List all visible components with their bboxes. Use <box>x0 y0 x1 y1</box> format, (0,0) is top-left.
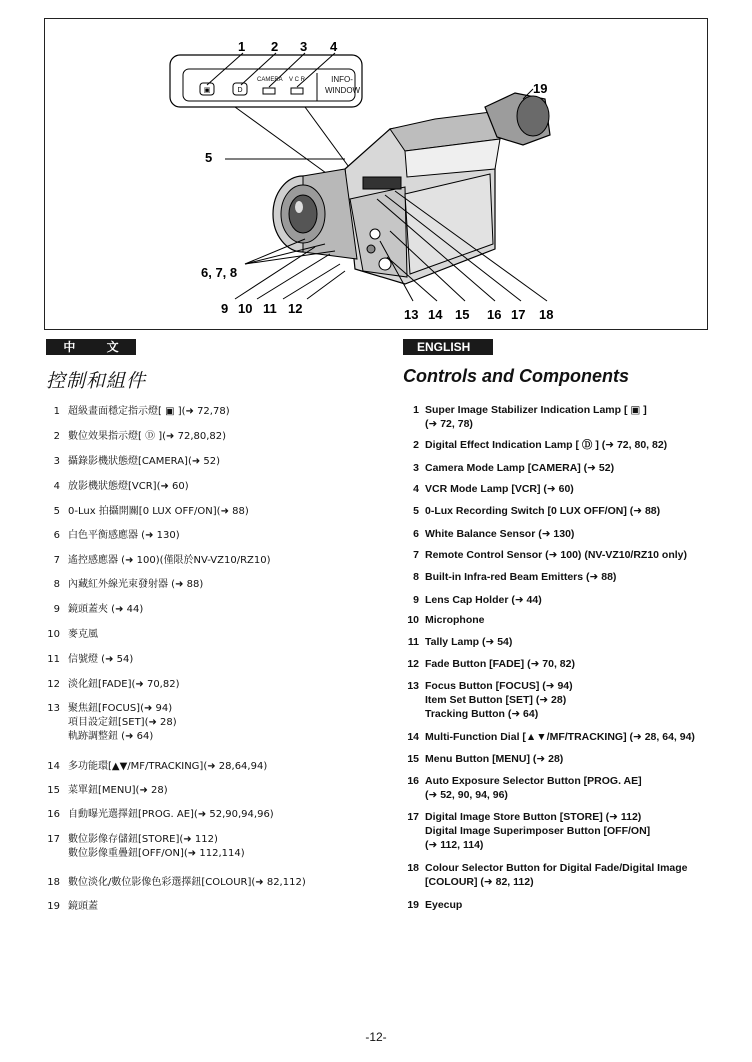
item-text <box>425 548 687 562</box>
list-item <box>403 810 733 852</box>
item-number: 18 <box>407 862 419 874</box>
item-line: 軌跡調整鈕 (➜ 64) <box>68 731 154 742</box>
item-text <box>68 554 271 568</box>
item-number: 13 <box>407 680 419 692</box>
chinese-language-label: 中 文 <box>46 339 136 355</box>
callout-13: 13 <box>404 307 419 322</box>
item-text <box>68 702 177 744</box>
list-item <box>46 455 391 469</box>
item-text <box>68 653 133 667</box>
list-item <box>403 635 733 649</box>
item-number: 1 <box>53 406 60 417</box>
item-number: 8 <box>53 579 60 590</box>
callout-5: 5 <box>205 150 213 165</box>
item-text <box>425 774 642 802</box>
item-number: 9 <box>413 594 419 606</box>
list-item <box>46 603 391 617</box>
vcr-lamp <box>291 88 303 94</box>
item-text <box>425 403 647 431</box>
list-item <box>403 482 733 496</box>
item-line: (➜ 72, 78) <box>425 418 473 430</box>
item-number: 14 <box>47 761 60 772</box>
item-number: 12 <box>47 679 60 690</box>
item-line: White Balance Sensor (➜ 130) <box>425 528 575 540</box>
list-item <box>46 702 391 744</box>
item-text <box>425 861 688 889</box>
list-item <box>46 808 391 822</box>
item-line: 信號燈 (➜ 54) <box>68 654 134 665</box>
list-item <box>46 554 391 568</box>
list-item <box>403 730 733 744</box>
item-line: 鏡頭蓋 <box>68 901 98 912</box>
item-text <box>425 482 574 496</box>
camcorder-illustration <box>45 19 709 331</box>
list-item <box>403 438 733 452</box>
item-number: 16 <box>407 775 419 787</box>
item-number: 6 <box>413 528 419 540</box>
item-number: 15 <box>47 785 60 796</box>
item-text <box>68 784 168 798</box>
list-item <box>46 833 391 861</box>
item-text <box>68 876 306 890</box>
item-text <box>68 480 189 494</box>
item-line: (➜ 52, 90, 94, 96) <box>425 789 508 801</box>
item-line: Microphone <box>425 614 485 626</box>
list-item <box>403 403 733 431</box>
item-text <box>68 578 203 592</box>
item-number: 2 <box>413 439 419 451</box>
callout-11: 11 <box>263 301 277 316</box>
list-item <box>46 760 391 774</box>
callout-17: 17 <box>511 307 526 322</box>
callout-12: 12 <box>288 301 303 316</box>
item-text <box>68 430 226 444</box>
vcr-lamp-label: V C R <box>289 77 306 83</box>
list-item <box>403 461 733 475</box>
item-line: Menu Button [MENU] (➜ 28) <box>425 753 564 765</box>
item-number: 11 <box>47 654 60 665</box>
item-number: 10 <box>47 629 60 640</box>
item-line: Fade Button [FADE] (➜ 70, 82) <box>425 658 575 670</box>
callout-14: 14 <box>428 307 443 322</box>
item-text <box>68 900 98 914</box>
item-line: Digital Effect Indication Lamp [ Ⓓ ] (➜ 72, 80, 82) <box>425 439 668 451</box>
item-text <box>425 438 667 452</box>
item-line: 遙控感應器 (➜ 100)(僅限於NV-VZ10/RZ10) <box>68 555 271 566</box>
item-line: 0-Lux Recording Switch [0 LUX OFF/ON] (➜ 88) <box>425 505 661 517</box>
callout-3: 3 <box>300 39 308 54</box>
item-line: 鏡頭蓋夾 (➜ 44) <box>68 604 144 615</box>
list-item <box>46 505 391 519</box>
item-line: Super Image Stabilizer Indication Lamp [ ▣ ] <box>425 404 647 416</box>
item-line: 菜單鈕[MENU](➜ 28) <box>68 785 168 796</box>
item-text <box>425 752 563 766</box>
list-item <box>46 430 391 444</box>
item-line: 攝錄影機狀態燈[CAMERA](➜ 52) <box>68 456 221 467</box>
item-number: 18 <box>47 877 60 888</box>
item-line: Multi-Function Dial [▲▼/MF/TRACKING] (➜ 28, 64, 94) <box>425 731 695 743</box>
item-text <box>425 679 573 721</box>
item-text <box>425 527 574 541</box>
item-line: 項目設定鈕[SET](➜ 28) <box>68 717 177 728</box>
item-line: Lens Cap Holder (➜ 44) <box>425 594 542 606</box>
item-number: 7 <box>53 555 60 566</box>
item-text <box>68 628 98 642</box>
callout-6-7-8: 6, 7, 8 <box>201 265 238 280</box>
item-number: 4 <box>53 481 60 492</box>
item-number: 3 <box>53 456 60 467</box>
item-number: 5 <box>413 505 419 517</box>
item-number: 12 <box>407 658 419 670</box>
item-number: 19 <box>47 901 60 912</box>
item-text <box>68 833 245 861</box>
list-item <box>46 628 391 642</box>
item-text <box>68 808 274 822</box>
item-number: 4 <box>413 483 419 495</box>
item-line: 放影機狀態燈[VCR](➜ 60) <box>68 481 189 492</box>
item-text <box>425 810 650 852</box>
callout-4: 4 <box>330 39 338 54</box>
item-number: 9 <box>53 604 60 615</box>
item-text <box>425 898 462 912</box>
list-item <box>46 784 391 798</box>
callout-18: 18 <box>539 307 554 322</box>
item-line: 數位影像重疊鈕[OFF/ON](➜ 112,114) <box>68 848 245 859</box>
list-item <box>403 593 733 607</box>
item-number: 14 <box>407 731 419 743</box>
item-number: 19 <box>407 899 419 911</box>
item-line: 數位影像存儲鈕[STORE](➜ 112) <box>68 834 218 845</box>
item-line: Focus Button [FOCUS] (➜ 94) <box>425 680 573 692</box>
item-line: 0-Lux 拍攝開關[0 LUX OFF/ON](➜ 88) <box>68 506 249 517</box>
item-number: 8 <box>413 571 419 583</box>
item-text <box>425 730 695 744</box>
item-text <box>425 461 614 475</box>
item-text <box>425 504 660 518</box>
item-text <box>425 570 616 584</box>
svg-text:▣: ▣ <box>203 87 211 94</box>
item-text <box>425 613 485 627</box>
item-number: 17 <box>407 811 419 823</box>
list-item <box>46 480 391 494</box>
item-line: 數位淡化/數位影像色彩選擇鈕[COLOUR](➜ 82,112) <box>68 877 306 888</box>
list-item <box>403 679 733 721</box>
item-number: 10 <box>407 614 419 626</box>
svg-text:D: D <box>237 87 243 94</box>
item-number: 11 <box>407 636 419 648</box>
item-line: 多功能環[▲▼/MF/TRACKING](➜ 28,64,94) <box>68 761 268 772</box>
camera-lamp <box>263 88 275 94</box>
item-line: 內藏紅外線光束發射器 (➜ 88) <box>68 579 204 590</box>
callout-15: 15 <box>455 307 470 322</box>
item-number: 6 <box>53 530 60 541</box>
callout-10: 10 <box>238 301 253 316</box>
item-line: 數位效果指示燈[ Ⓓ ](➜ 72,80,82) <box>68 431 227 442</box>
page-number: -12- <box>365 1030 387 1044</box>
english-title: Controls and Components <box>403 366 629 386</box>
list-item <box>403 774 733 802</box>
item-text <box>68 760 267 774</box>
list-item <box>403 861 733 889</box>
list-item <box>46 876 391 890</box>
info-window-label <box>325 74 359 96</box>
item-line: Tally Lamp (➜ 54) <box>425 636 513 648</box>
item-text <box>425 593 542 607</box>
item-line: (➜ 112, 114) <box>425 839 484 851</box>
item-line: Auto Exposure Selector Button [PROG. AE] <box>425 775 642 787</box>
item-text <box>68 455 220 469</box>
item-line: Colour Selector Button for Digital Fade/Digital Image <box>425 862 688 874</box>
list-item <box>46 653 391 667</box>
list-item <box>403 527 733 541</box>
item-number: 5 <box>53 506 60 517</box>
item-number: 16 <box>47 809 60 820</box>
list-item <box>46 678 391 692</box>
camcorder-figure <box>44 18 708 330</box>
list-item <box>46 900 391 914</box>
item-number: 13 <box>47 703 60 714</box>
list-item <box>403 613 733 627</box>
item-line: 聚焦鈕[FOCUS](➜ 94) <box>68 703 173 714</box>
item-number: 17 <box>47 834 60 845</box>
item-number: 1 <box>413 404 419 416</box>
item-line: 超級畫面穩定指示燈[ ▣ ](➜ 72,78) <box>68 406 230 417</box>
item-number: 7 <box>413 549 419 561</box>
item-line: VCR Mode Lamp [VCR] (➜ 60) <box>425 483 574 495</box>
item-text <box>68 405 230 419</box>
item-number: 3 <box>413 462 419 474</box>
item-line: Digital Image Superimposer Button [OFF/ON] <box>425 825 651 837</box>
callout-2: 2 <box>271 39 279 54</box>
callout-19: 19 <box>533 81 548 96</box>
list-item <box>46 529 391 543</box>
info-window-line1: INFO- <box>331 75 353 84</box>
camera-lamp-label: CAMERA <box>257 77 283 83</box>
item-line: 淡化鈕[FADE](➜ 70,82) <box>68 679 180 690</box>
list-item <box>403 504 733 518</box>
english-language-label: ENGLISH <box>403 339 493 355</box>
item-line: Digital Image Store Button [STORE] (➜ 112) <box>425 811 642 823</box>
item-text <box>68 678 179 692</box>
item-line: 麥克風 <box>68 629 98 640</box>
item-line: Item Set Button [SET] (➜ 28) <box>425 694 567 706</box>
list-item <box>403 657 733 671</box>
callout-9: 9 <box>221 301 229 316</box>
item-text <box>425 657 575 671</box>
item-line: 自動曝光選擇鈕[PROG. AE](➜ 52,90,94,96) <box>68 809 274 820</box>
item-text <box>68 529 180 543</box>
info-window-line2: WINDOW <box>325 86 361 95</box>
list-item <box>403 752 733 766</box>
item-number: 2 <box>53 431 60 442</box>
item-line: Built-in Infra-red Beam Emitters (➜ 88) <box>425 571 617 583</box>
item-line: 白色平衡感應器 (➜ 130) <box>68 530 180 541</box>
callout-1: 1 <box>238 39 246 54</box>
list-item <box>403 548 733 562</box>
item-line: [COLOUR] (➜ 82, 112) <box>425 876 534 888</box>
item-text <box>68 505 249 519</box>
list-item <box>403 570 733 584</box>
item-line: Tracking Button (➜ 64) <box>425 708 539 720</box>
list-item <box>46 405 391 419</box>
item-line: Camera Mode Lamp [CAMERA] (➜ 52) <box>425 462 615 474</box>
item-text <box>68 603 143 617</box>
item-text <box>425 635 512 649</box>
item-line: Eyecup <box>425 899 463 911</box>
item-number: 15 <box>407 753 419 765</box>
item-line: Remote Control Sensor (➜ 100) (NV-VZ10/RZ10 only) <box>425 549 688 561</box>
callout-16: 16 <box>487 307 502 322</box>
list-item <box>46 578 391 592</box>
list-item <box>403 898 733 912</box>
chinese-title: 控制和組件 <box>46 370 147 392</box>
